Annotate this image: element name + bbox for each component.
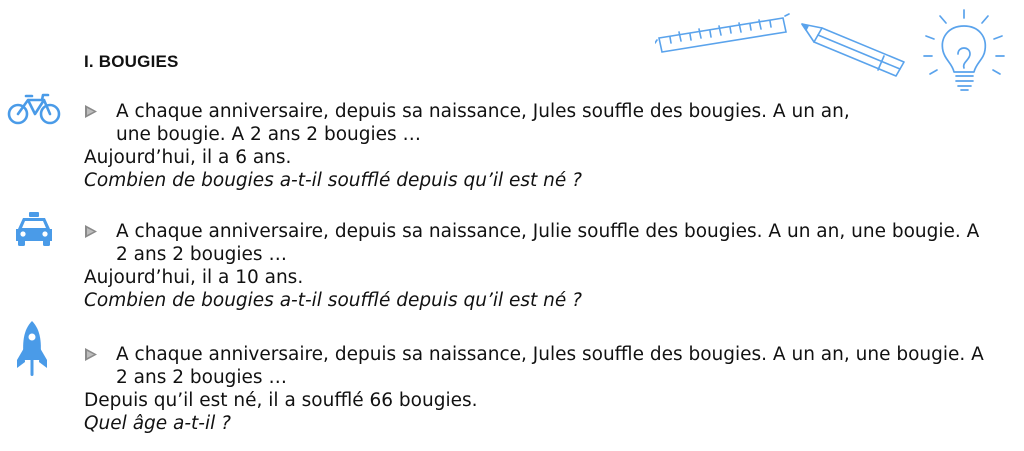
bicycle-icon bbox=[6, 92, 62, 126]
problem-3 bbox=[84, 343, 984, 435]
section-title: I. BOUGIES bbox=[84, 52, 179, 71]
statement-text: A chaque anniversaire, depuis sa naissance, Jules souffle des bougies. A un an, une bougie. A 2 ans 2 bougies … bbox=[116, 344, 984, 388]
rocket-icon bbox=[15, 320, 49, 378]
lightbulb-icon bbox=[918, 6, 1010, 96]
statement-text: A chaque anniversaire, depuis sa naissance, Julie souffle des bougies. A un an, une bougie. A 2 ans 2 bougies … bbox=[116, 221, 980, 265]
taxi-icon bbox=[14, 211, 54, 247]
problem-statement bbox=[84, 220, 984, 266]
problem-1 bbox=[84, 100, 884, 192]
problem-question: Combien de bougies a-t-il soufflé depuis qu’il est né ? bbox=[84, 290, 582, 311]
bullet-arrow-icon bbox=[84, 347, 98, 362]
problem-question: Quel âge a-t-il ? bbox=[84, 413, 231, 434]
problem-question: Combien de bougies a-t-il soufflé depuis qu’il est né ? bbox=[84, 170, 582, 191]
bullet-arrow-icon bbox=[84, 224, 98, 239]
problem-2 bbox=[84, 220, 984, 312]
ruler-icon bbox=[655, 10, 790, 60]
problem-info: Aujourd’hui, il a 6 ans. bbox=[84, 147, 292, 168]
bullet-arrow-icon bbox=[84, 104, 98, 119]
problem-info: Aujourd’hui, il a 10 ans. bbox=[84, 267, 304, 288]
problem-statement bbox=[84, 100, 884, 146]
problem-statement bbox=[84, 343, 984, 389]
pencil-icon bbox=[798, 18, 910, 80]
statement-text: A chaque anniversaire, depuis sa naissance, Jules souffle des bougies. A un an, une bougie. A 2 ans 2 bougies … bbox=[116, 101, 850, 145]
problem-info: Depuis qu’il est né, il a soufflé 66 bougies. bbox=[84, 390, 478, 411]
